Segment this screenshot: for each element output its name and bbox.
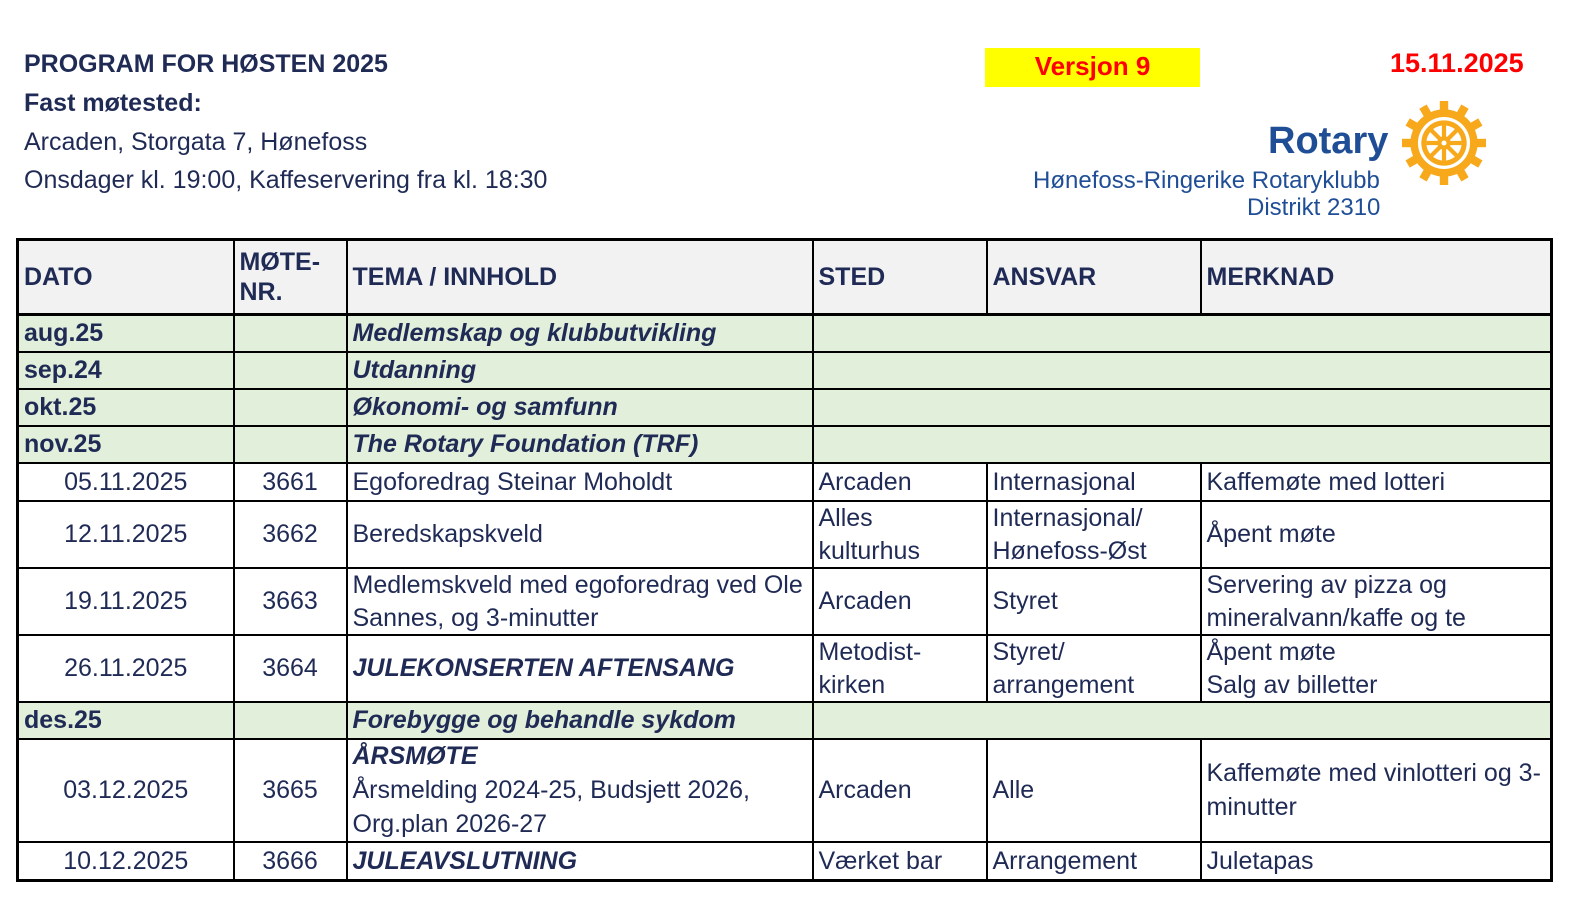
meeting-venue: Værket bar <box>813 842 987 881</box>
meeting-date: 03.12.2025 <box>18 739 234 842</box>
month-theme: Økonomi- og samfunn <box>347 389 813 426</box>
page-title: PROGRAM FOR HØSTEN 2025 <box>24 50 388 78</box>
header-sted: STED <box>813 240 987 315</box>
empty-cell <box>234 352 347 389</box>
month-row <box>18 352 1552 389</box>
header-mote-nr: MØTE-NR. <box>234 240 347 315</box>
month-theme: The Rotary Foundation (TRF) <box>347 426 813 463</box>
meeting-note <box>1201 635 1552 702</box>
topic-title: ÅRSMØTE <box>352 742 478 770</box>
logo-district: Distrikt 2310 <box>1247 194 1381 221</box>
meeting-date: 05.11.2025 <box>18 463 234 501</box>
meeting-responsible <box>987 635 1201 702</box>
meeting-number: 3666 <box>234 842 347 881</box>
responsible-line: Styret/ <box>992 638 1065 666</box>
meeting-venue: Arcaden <box>813 568 987 635</box>
month-row <box>18 702 1552 739</box>
meeting-topic: JULEKONSERTEN AFTENSANG <box>347 635 813 702</box>
logo-club-name: Hønefoss-Ringerike Rotaryklubb <box>1033 167 1380 194</box>
meeting-note: Servering av pizza og mineralvann/kaffe og te <box>1201 568 1552 635</box>
empty-cell <box>234 315 347 353</box>
meeting-note: Kaffemøte med lotteri <box>1201 463 1552 501</box>
responsible-line: arrangement <box>992 670 1135 699</box>
table-header-row <box>18 240 1552 315</box>
meeting-date: 12.11.2025 <box>18 501 234 568</box>
meeting-responsible: Internasjonal <box>987 463 1201 501</box>
month-label: aug.25 <box>18 315 234 353</box>
note-line: Åpent møte <box>1206 638 1336 666</box>
topic-line: Org.plan 2026-27 <box>352 809 548 838</box>
topic-line: Årsmelding 2024-25, Budsjett 2026, <box>352 775 750 804</box>
document-date: 15.11.2025 <box>1390 48 1524 78</box>
meeting-responsible: Internasjonal/ Hønefoss-Øst <box>987 501 1201 568</box>
month-theme: Medlemskap og klubbutvikling <box>347 315 813 353</box>
month-label: sep.24 <box>18 352 234 389</box>
note-line: Salg av billetter <box>1206 670 1378 699</box>
month-row <box>18 389 1552 426</box>
meeting-date: 19.11.2025 <box>18 568 234 635</box>
meeting-date: 10.12.2025 <box>18 842 234 881</box>
table-row <box>18 568 1552 635</box>
schedule-text: Onsdager kl. 19:00, Kaffeservering fra kl. 18:30 <box>24 166 548 194</box>
address-text: Arcaden, Storgata 7, Hønefoss <box>24 128 368 156</box>
venue-line: kirken <box>818 670 886 699</box>
meeting-note: Juletapas <box>1201 842 1552 881</box>
meeting-place-label: Fast møtested: <box>24 89 202 117</box>
month-row <box>18 315 1552 353</box>
meeting-topic <box>347 739 813 842</box>
table-row <box>18 739 1552 842</box>
empty-cell <box>813 702 1552 739</box>
month-row <box>18 426 1552 463</box>
empty-cell <box>813 389 1552 426</box>
empty-cell <box>234 389 347 426</box>
empty-cell <box>813 352 1552 389</box>
header-merknad: MERKNAD <box>1201 240 1552 315</box>
table-row <box>18 501 1552 568</box>
meeting-number: 3664 <box>234 635 347 702</box>
version-badge: Versjon 9 <box>985 48 1200 87</box>
table-row <box>18 463 1552 501</box>
meeting-topic: JULEAVSLUTNING <box>347 842 813 881</box>
meeting-number: 3663 <box>234 568 347 635</box>
empty-cell <box>234 702 347 739</box>
logo-word: Rotary <box>1268 120 1389 162</box>
header-dato: DATO <box>18 240 234 315</box>
meeting-venue: Alles kulturhus <box>813 501 987 568</box>
meeting-venue: Arcaden <box>813 739 987 842</box>
meeting-venue: Arcaden <box>813 463 987 501</box>
header-ansvar: ANSVAR <box>987 240 1201 315</box>
table-row <box>18 842 1552 881</box>
header-tema: TEMA / INNHOLD <box>347 240 813 315</box>
meeting-number: 3665 <box>234 739 347 842</box>
month-label: des.25 <box>18 702 234 739</box>
empty-cell <box>813 426 1552 463</box>
meeting-responsible: Styret <box>987 568 1201 635</box>
month-theme: Utdanning <box>347 352 813 389</box>
meeting-venue <box>813 635 987 702</box>
meeting-date: 26.11.2025 <box>18 635 234 702</box>
meeting-topic: Beredskapskveld <box>347 501 813 568</box>
rotary-wheel-icon <box>1402 101 1486 185</box>
venue-line: Metodist- <box>818 638 922 666</box>
meeting-responsible: Arrangement <box>987 842 1201 881</box>
meeting-responsible: Alle <box>987 739 1201 842</box>
month-label: nov.25 <box>18 426 234 463</box>
meeting-topic: Egoforedrag Steinar Moholdt <box>347 463 813 501</box>
meeting-note: Åpent møte <box>1201 501 1552 568</box>
meeting-number: 3662 <box>234 501 347 568</box>
meeting-topic: Medlemskveld med egoforedrag ved Ole Sannes, og 3-minutter <box>347 568 813 635</box>
month-theme: Forebygge og behandle sykdom <box>347 702 813 739</box>
program-table <box>16 238 1553 882</box>
empty-cell <box>813 315 1552 353</box>
meeting-number: 3661 <box>234 463 347 501</box>
empty-cell <box>234 426 347 463</box>
meeting-note: Kaffemøte med vinlotteri og 3-minutter <box>1201 739 1552 842</box>
month-label: okt.25 <box>18 389 234 426</box>
table-row <box>18 635 1552 702</box>
